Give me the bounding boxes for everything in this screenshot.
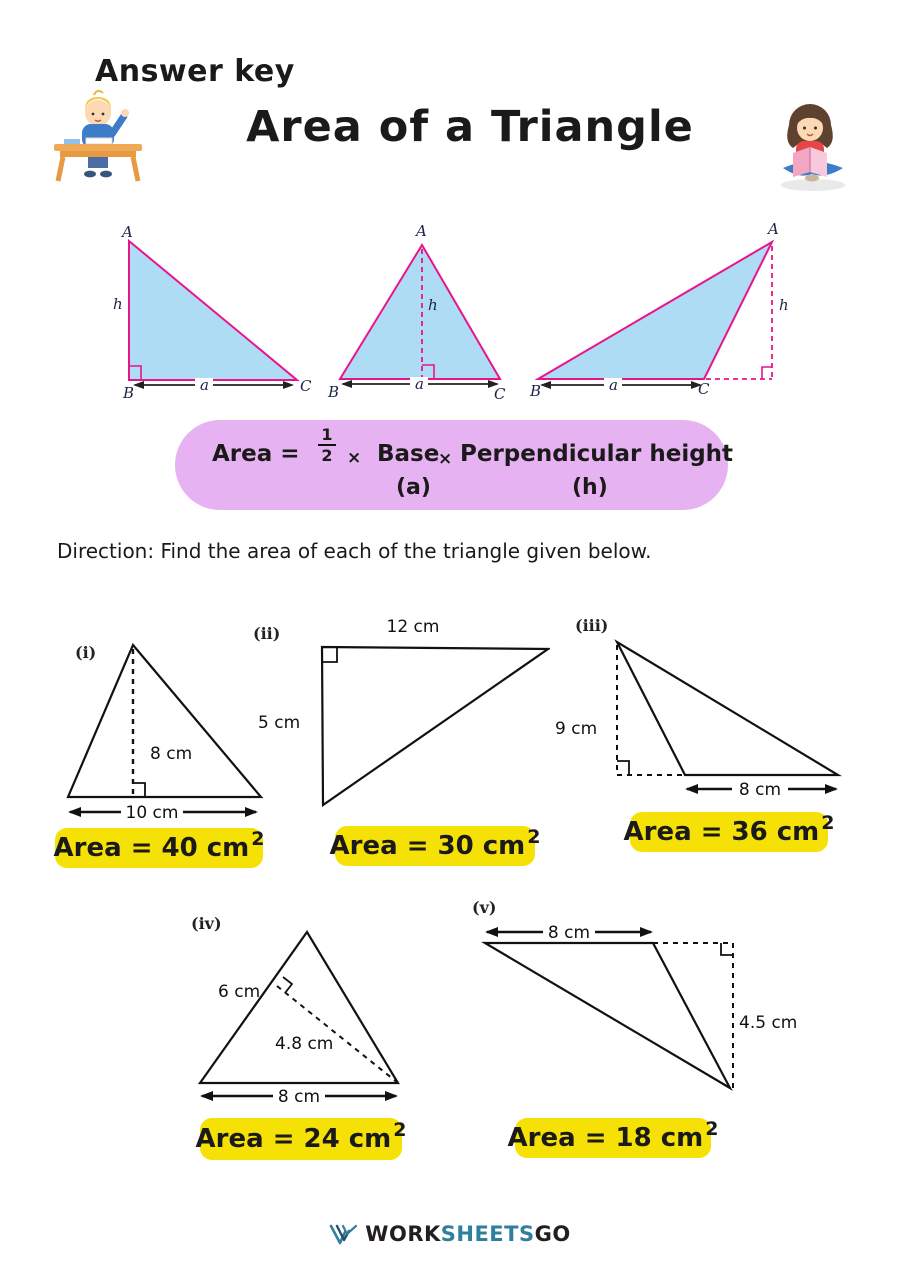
boy-shoe (84, 171, 96, 178)
vertex-b-label: B (530, 382, 542, 400)
answer-text: Area = 30 cm (329, 831, 526, 861)
right-angle-marker (721, 943, 733, 955)
answer-badge-ii (329, 826, 541, 866)
answer-key-label: Answer key (95, 54, 295, 89)
height-dimension: 4.5 cm (739, 1013, 798, 1033)
reference-obtuse-triangle (529, 222, 789, 400)
formula-height-word: Perpendicular height (460, 441, 734, 467)
worksheetsgo-logo (0, 1222, 900, 1246)
logo-word-sheets: SHEETS (440, 1222, 535, 1246)
vertex-a-label: A (122, 223, 133, 241)
formula-height-paren: (h) (572, 475, 608, 500)
direction-text: Direction: Find the area of each of the triangle given below. (57, 539, 652, 563)
base-dimension: 10 cm (125, 803, 179, 823)
problem-number: (iii) (575, 616, 609, 635)
top-dimension: 12 cm (386, 617, 440, 637)
answer-exponent: 2 (705, 1118, 719, 1140)
side-dimension: 6 cm (218, 982, 261, 1002)
base-symbol: a (609, 376, 618, 394)
answer-badge-i (55, 828, 263, 868)
reference-right-triangle (113, 223, 312, 402)
height-dimension: 8 cm (150, 744, 193, 764)
girl-reading-illustration (765, 95, 860, 195)
base-symbol: a (415, 375, 424, 393)
desk-leg (58, 157, 63, 181)
right-angle-marker (322, 647, 337, 662)
vertex-b-label: B (328, 383, 340, 401)
answer-exponent: 2 (393, 1119, 407, 1141)
problem-iii-figure (548, 612, 853, 807)
logo-wordmark (365, 1222, 570, 1246)
answer-exponent: 2 (527, 826, 541, 848)
multiply-sign: × (347, 448, 362, 468)
girl-eye (803, 127, 806, 130)
worksheetsgo-logo-mark (329, 1222, 359, 1246)
answer-badge-iii (623, 812, 835, 852)
fraction-denominator: 2 (321, 446, 333, 465)
right-angle-marker (617, 761, 629, 775)
multiply-sign: × (438, 449, 453, 469)
vertex-c-label: C (494, 385, 506, 403)
boy-eye (92, 113, 95, 116)
reference-acute-triangle (327, 222, 506, 403)
boy-at-desk-illustration (48, 86, 148, 183)
height-symbol: h (113, 295, 123, 313)
vertex-c-label: C (300, 377, 312, 395)
right-angle-marker (283, 977, 292, 993)
area-formula-box (175, 420, 734, 510)
vertex-c-label: C (698, 380, 710, 398)
page-title: Area of a Triangle (246, 102, 694, 152)
answer-text: Area = 40 cm (53, 833, 250, 863)
desk-papers (64, 139, 80, 144)
problem-number: (ii) (253, 624, 281, 643)
problem-number: (i) (75, 643, 97, 662)
fraction-numerator: 1 (321, 425, 333, 444)
answer-text: Area = 24 cm (195, 1124, 392, 1154)
desk-leg (133, 157, 138, 181)
formula-lhs: Area = (212, 441, 300, 467)
answer-text: Area = 18 cm (507, 1123, 704, 1153)
problem-number: (v) (472, 898, 497, 917)
girl-book-left (793, 147, 810, 177)
answer-exponent: 2 (821, 812, 835, 834)
problem-number: (iv) (191, 914, 222, 933)
girl-shoe (805, 175, 819, 182)
boy-hair-tuft (94, 91, 103, 95)
answer-badge-v (507, 1118, 719, 1158)
desk-book (86, 138, 112, 144)
base-dimension: 8 cm (738, 780, 782, 800)
base-dimension: 8 cm (277, 1087, 321, 1107)
problem-iv-figure (185, 908, 415, 1108)
formula-base-word: Base (377, 441, 440, 467)
boy-eye (102, 113, 105, 116)
formula-base-paren: (a) (396, 475, 431, 500)
logo-word-go: GO (534, 1222, 571, 1246)
problem-v-figure (465, 897, 810, 1107)
side-dimension: 5 cm (258, 713, 301, 733)
vertex-b-label: B (123, 384, 135, 402)
answer-text: Area = 36 cm (623, 817, 820, 847)
problem-ii-figure (250, 612, 550, 812)
right-angle-marker (762, 367, 772, 379)
desk-top (54, 144, 142, 151)
boy-face (85, 100, 111, 126)
girl-eye (814, 127, 817, 130)
height-symbol: h (428, 296, 438, 314)
answer-exponent: 2 (251, 828, 265, 850)
vertex-a-label: A (768, 222, 779, 238)
formula-fraction (315, 426, 339, 464)
vertex-a-label: A (416, 222, 427, 240)
problem-i-figure (55, 632, 270, 827)
top-dimension: 8 cm (547, 923, 591, 943)
base-symbol: a (200, 376, 209, 394)
reference-triangles-figure (100, 222, 900, 405)
height-symbol: h (779, 296, 789, 314)
desk-apron (60, 151, 136, 157)
logo-word-work: WORK (365, 1222, 441, 1246)
answer-badge-iv (195, 1118, 407, 1160)
boy-shoe (100, 171, 112, 178)
boy-hand (121, 109, 129, 117)
altitude-dimension: 4.8 cm (275, 1034, 334, 1054)
right-angle-marker (133, 783, 145, 797)
girl-book-right (810, 147, 827, 177)
height-dimension: 9 cm (555, 719, 598, 739)
